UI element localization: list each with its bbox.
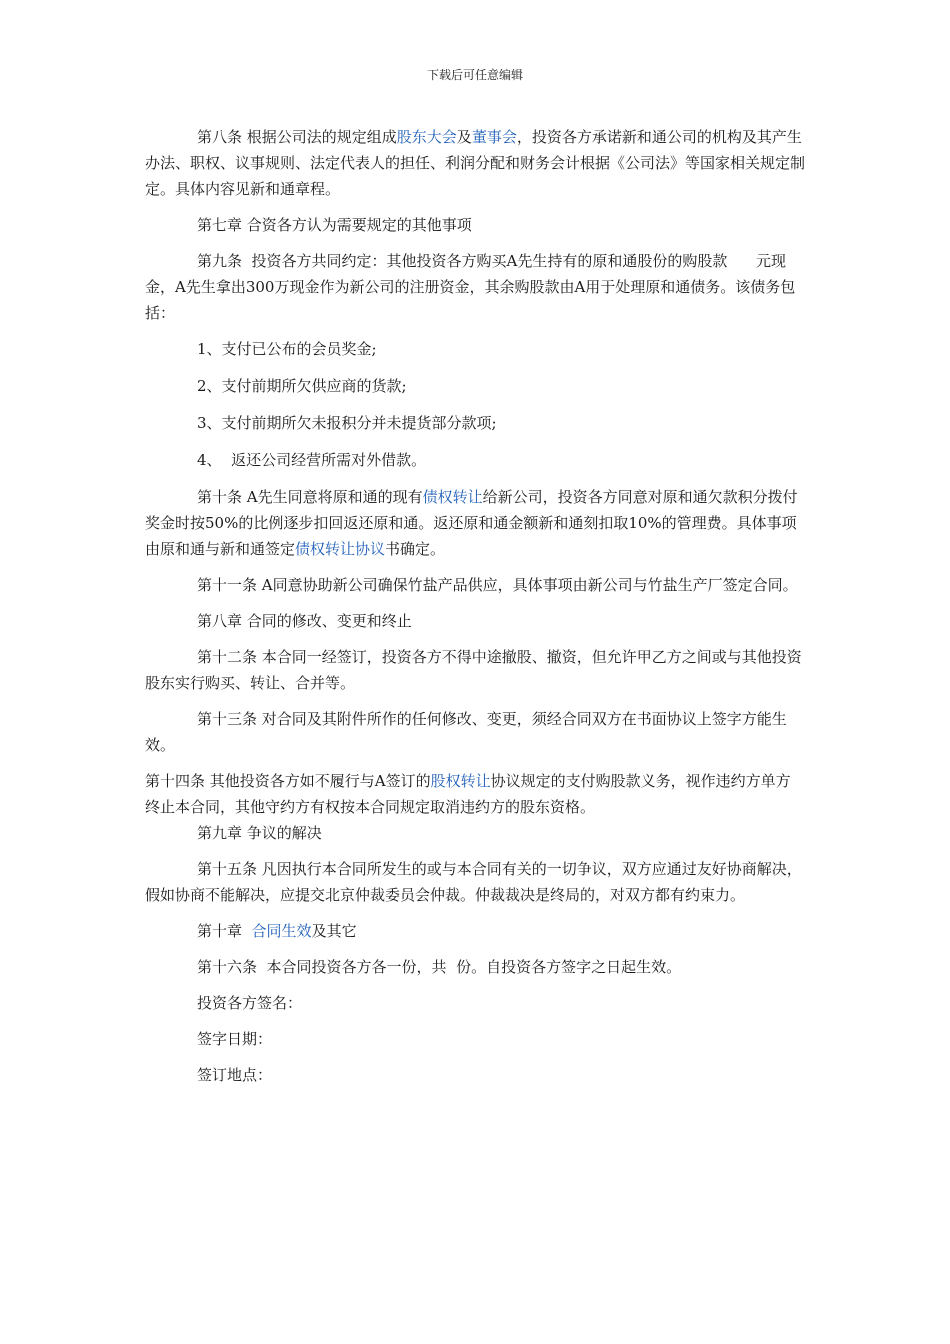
article-14 [145,768,805,820]
document-body [145,124,805,1098]
text-run: 及其它 [311,922,357,940]
chapter-9-heading: 第九章 争议的解决 [197,824,322,842]
list-item: 2、支付前期所欠供应商的货款; [197,377,407,395]
text-run: 第十章 [197,922,252,940]
page-header: 下载后可任意编辑 [426,68,523,82]
link-contract-effect[interactable]: 合同生效 [251,922,312,940]
chapter-7-heading: 第七章 合资各方认为需要规定的其他事项 [197,216,472,234]
text-run: 第十条 A先生同意将原和通的现有 [197,488,423,506]
text-run: 第十四条 其他投资各方如不履行与A签订的 [145,772,431,790]
article-16: 第十六条 本合同投资各方各一份，共 份。自投资各方签字之日起生效。 [197,958,682,976]
link-debt-transfer[interactable]: 债权转让 [422,488,483,506]
article-10 [145,484,805,562]
text-run: ，投资各方承诺新和通公司的机构及其产生办法、职权、议事规则、法定代表人的担任、利润分配和财务会计根据《公司法》等国家相关规定制定。具体内容见新和通章程。 [145,128,806,198]
chapter-8-heading: 第八章 合同的修改、变更和终止 [197,612,412,630]
chapter-10-heading [145,918,805,944]
sign-date-line: 签字日期： [197,1030,273,1048]
list-item: 3、支付前期所欠未报积分并未提货部分款项; [197,414,497,432]
link-board-of-directors[interactable]: 董事会 [471,128,517,146]
list-item: 1、支付已公布的会员奖金; [197,340,377,358]
link-debt-transfer-agreement[interactable]: 债权转让协议 [295,540,386,558]
article-15: 第十五条 凡因执行本合同所发生的或与本合同有关的一切争议，双方应通过友好协商解决，假如协商不能解决，应提交北京仲裁委员会仲裁。仲裁裁决是终局的，对双方都有约束力。 [145,860,802,904]
list-item: 4、 返还公司经营所需对外借款。 [197,451,427,469]
text-run: 及 [456,128,472,146]
signature-line: 投资各方签名： [197,994,303,1012]
article-8 [145,124,805,202]
sign-place-line: 签订地点： [197,1066,273,1084]
text-run: 给新公司，投资各方同意对原和通欠款积分拨付奖金时按50%的比例逐步扣回返还原和通。返还原和通金额新和通刻扣取10%的管理费。具体事项由原和通与新和通签定 [145,488,798,558]
text-run: 第八条 根据公司法的规定组成 [197,128,397,146]
link-equity-transfer[interactable]: 股权转让 [430,772,491,790]
link-shareholders-meeting[interactable]: 股东大会 [396,128,457,146]
article-11: 第十一条 A同意协助新公司确保竹盐产品供应，具体事项由新公司与竹盐生产厂签定合同。 [197,576,798,594]
text-run: 协议规定的支付购股款义务，视作违约方单方终止本合同，其他守约方有权按本合同规定取消违约方的股东资格。 [145,772,791,816]
text-run: 书确定。 [385,540,446,558]
article-13: 第十三条 对合同及其附件所作的任何修改、变更，须经合同双方在书面协议上签字方能生效。 [145,710,787,754]
article-12: 第十二条 本合同一经签订，投资各方不得中途撤股、撤资，但允许甲乙方之间或与其他投资股东实行购买、转让、合并等。 [145,648,802,692]
article-9: 第九条 投资各方共同约定：其他投资各方购买A先生持有的原和通股份的购股款 元现金，A先生拿出300万现金作为新公司的注册资金，其余购股款由A用于处理原和通债务。该债务包括： [145,252,796,322]
